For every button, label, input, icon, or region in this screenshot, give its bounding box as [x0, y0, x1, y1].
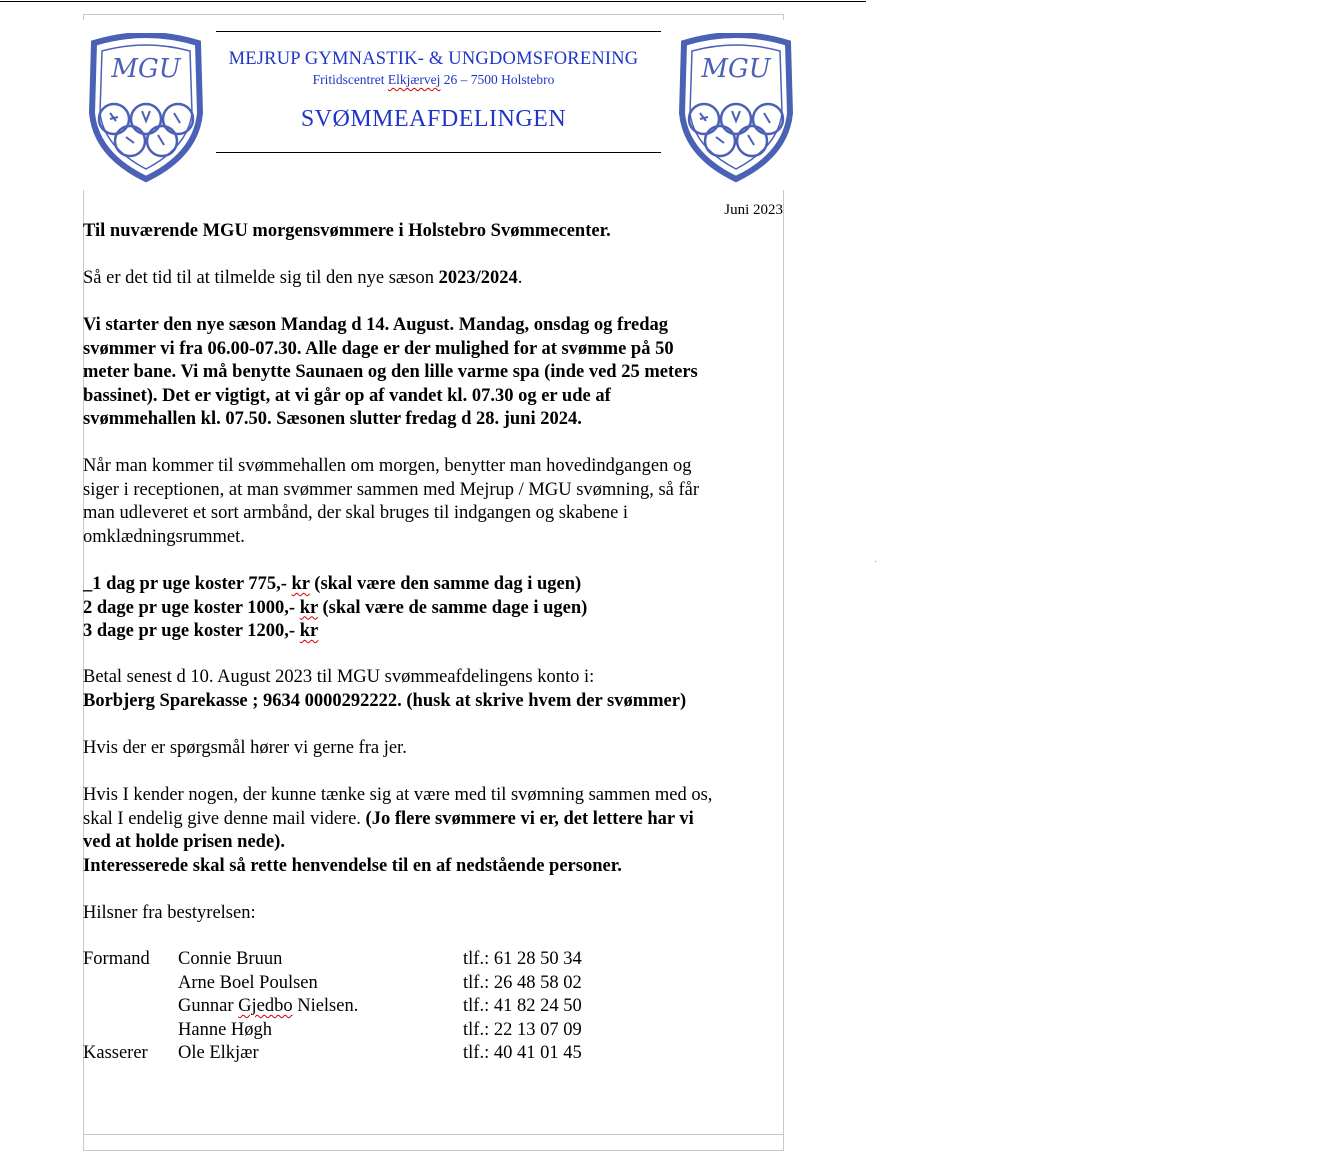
board-role: Formand	[83, 949, 150, 969]
board-phone: tlf.: 40 41 01 45	[463, 1043, 582, 1063]
board-phone: tlf.: 26 48 58 02	[463, 972, 582, 993]
letter-heading: Til nuværende MGU morgensvømmere i Holstebro Svømmecenter.	[83, 221, 611, 241]
board-name	[178, 996, 358, 1017]
questions-line: Hvis der er spørgsmål hører vi gerne fra jer.	[83, 738, 407, 758]
invite-line: Interesserede skal så rette henvendelse til en af nedstående personer.	[83, 855, 622, 876]
header-bottom-rule	[216, 152, 661, 153]
price-currency: kr	[291, 574, 310, 594]
entrance-paragraph	[83, 455, 699, 549]
board-name	[178, 1043, 259, 1064]
board-row	[0, 949, 700, 972]
board-name-text: Nielsen.	[292, 996, 359, 1016]
board-row	[0, 996, 700, 1019]
price-text: 2 dage pr uge koster 1000,-	[83, 597, 300, 618]
club-logo-right	[674, 33, 798, 183]
board-name-text: Gjedbo	[238, 996, 293, 1016]
address-street: Elkjærvej	[387, 72, 441, 87]
board-list	[0, 949, 800, 1069]
schedule-paragraph	[83, 314, 698, 432]
club-logo-left	[84, 33, 208, 183]
org-address	[216, 72, 651, 88]
board-phone: tlf.: 41 82 24 50	[463, 996, 582, 1016]
greeting-line: Hilsner fra bestyrelsen:	[83, 903, 256, 923]
club-crest-icon	[84, 33, 208, 183]
entrance-line: Når man kommer til svømmehallen om morgen, benytter man hovedindgangen og	[83, 456, 692, 476]
header-top-rule	[216, 31, 661, 32]
frame-bottom-rule	[83, 1134, 784, 1135]
org-name: MEJRUP GYMNASTIK- & UNGDOMSFORENING	[228, 49, 639, 69]
board-row	[0, 1043, 700, 1066]
board-role: Kasserer	[83, 1043, 148, 1063]
board-name	[178, 973, 318, 994]
board-name	[178, 949, 282, 970]
entrance-line: siger i receptionen, at man svømmer sammen med Mejrup / MGU svømning, så får	[83, 479, 700, 500]
schedule-line: svømmehallen kl. 07.50. Sæsonen slutter fredag d 28. juni 2024.	[83, 409, 582, 429]
schedule-line: svømmer vi fra 06.00-07.30. Alle dage er der mulighed for at svømme på 50	[83, 338, 674, 359]
entrance-line: man udleveret et sort armbånd, der skal bruges til indgangen og skabene i	[83, 503, 629, 523]
board-name	[178, 1020, 272, 1041]
board-name-text: Gunnar	[178, 996, 239, 1016]
schedule-line: meter bane. Vi må benytte Saunaen og den lille varme spa (inde ved 25 meters	[83, 362, 698, 382]
logo-letters: MGU	[701, 54, 771, 84]
address-rest: 26 – 7500 Holstebro	[440, 72, 555, 87]
intro-text: Så er det tid til at tilmelde sig til den nye sæson	[83, 268, 439, 288]
schedule-line: bassinet). Det er vigtigt, at vi går op af vandet kl. 07.30 og er ude af	[83, 385, 611, 406]
address-prefix: Fritidscentret	[312, 72, 388, 87]
letter-date: Juni 2023	[724, 202, 783, 218]
board-row	[0, 973, 700, 996]
board-name-text: Connie Bruun	[178, 949, 283, 969]
price-line	[83, 620, 587, 644]
payment-line: Betal senest d 10. August 2023 til MGU svømmeafdelingens konto i:	[83, 667, 595, 687]
price-text: _1 dag pr uge koster 775,-	[83, 574, 292, 594]
price-line	[83, 573, 587, 597]
schedule-line: Vi starter den nye sæson Mandag d 14. August. Mandag, onsdag og fredag	[83, 315, 669, 335]
price-text: 3 dage pr uge koster 1200,-	[83, 621, 300, 641]
intro-end: .	[517, 268, 523, 288]
account-line: Borbjerg Sparekasse ; 9634 0000292222. (husk at skrive hvem der svømmer)	[83, 690, 687, 711]
stray-dot	[875, 561, 876, 562]
intro-paragraph	[83, 267, 522, 291]
board-row	[0, 1020, 700, 1043]
board-name-text: Arne Boel Poulsen	[178, 972, 318, 993]
price-line	[83, 597, 587, 621]
logo-letters: MGU	[111, 54, 181, 84]
price-currency: kr	[299, 597, 318, 618]
board-phone: tlf.: 61 28 50 34	[463, 949, 582, 969]
entrance-line: omklædningsrummet.	[83, 526, 245, 547]
invite-emphasis: (Jo flere svømmere vi er, det lettere har vi	[365, 808, 694, 829]
invite-text: skal I endelig give denne mail videre.	[83, 808, 366, 829]
intro-season: 2023/2024	[438, 268, 518, 288]
board-name-text: Hanne Høgh	[178, 1019, 273, 1040]
invite-paragraph	[83, 784, 712, 878]
board-phone: tlf.: 22 13 07 09	[463, 1019, 582, 1040]
invite-line: ved at holde prisen nede).	[83, 832, 285, 852]
price-note: (skal være de samme dage i ugen)	[317, 597, 588, 618]
price-currency: kr	[299, 621, 319, 641]
payment-paragraph	[83, 666, 686, 713]
invite-line	[83, 808, 712, 832]
price-note: (skal være den samme dag i ugen)	[309, 574, 582, 594]
board-name-text: Ole Elkjær	[178, 1043, 259, 1063]
top-rule	[0, 1, 866, 2]
department-name: SVØMMEAFDELINGEN	[300, 106, 567, 132]
price-list	[83, 573, 587, 644]
club-crest-icon	[674, 33, 798, 183]
invite-line: Hvis I kender nogen, der kunne tænke sig at være med til svømning sammen med os,	[83, 785, 713, 805]
